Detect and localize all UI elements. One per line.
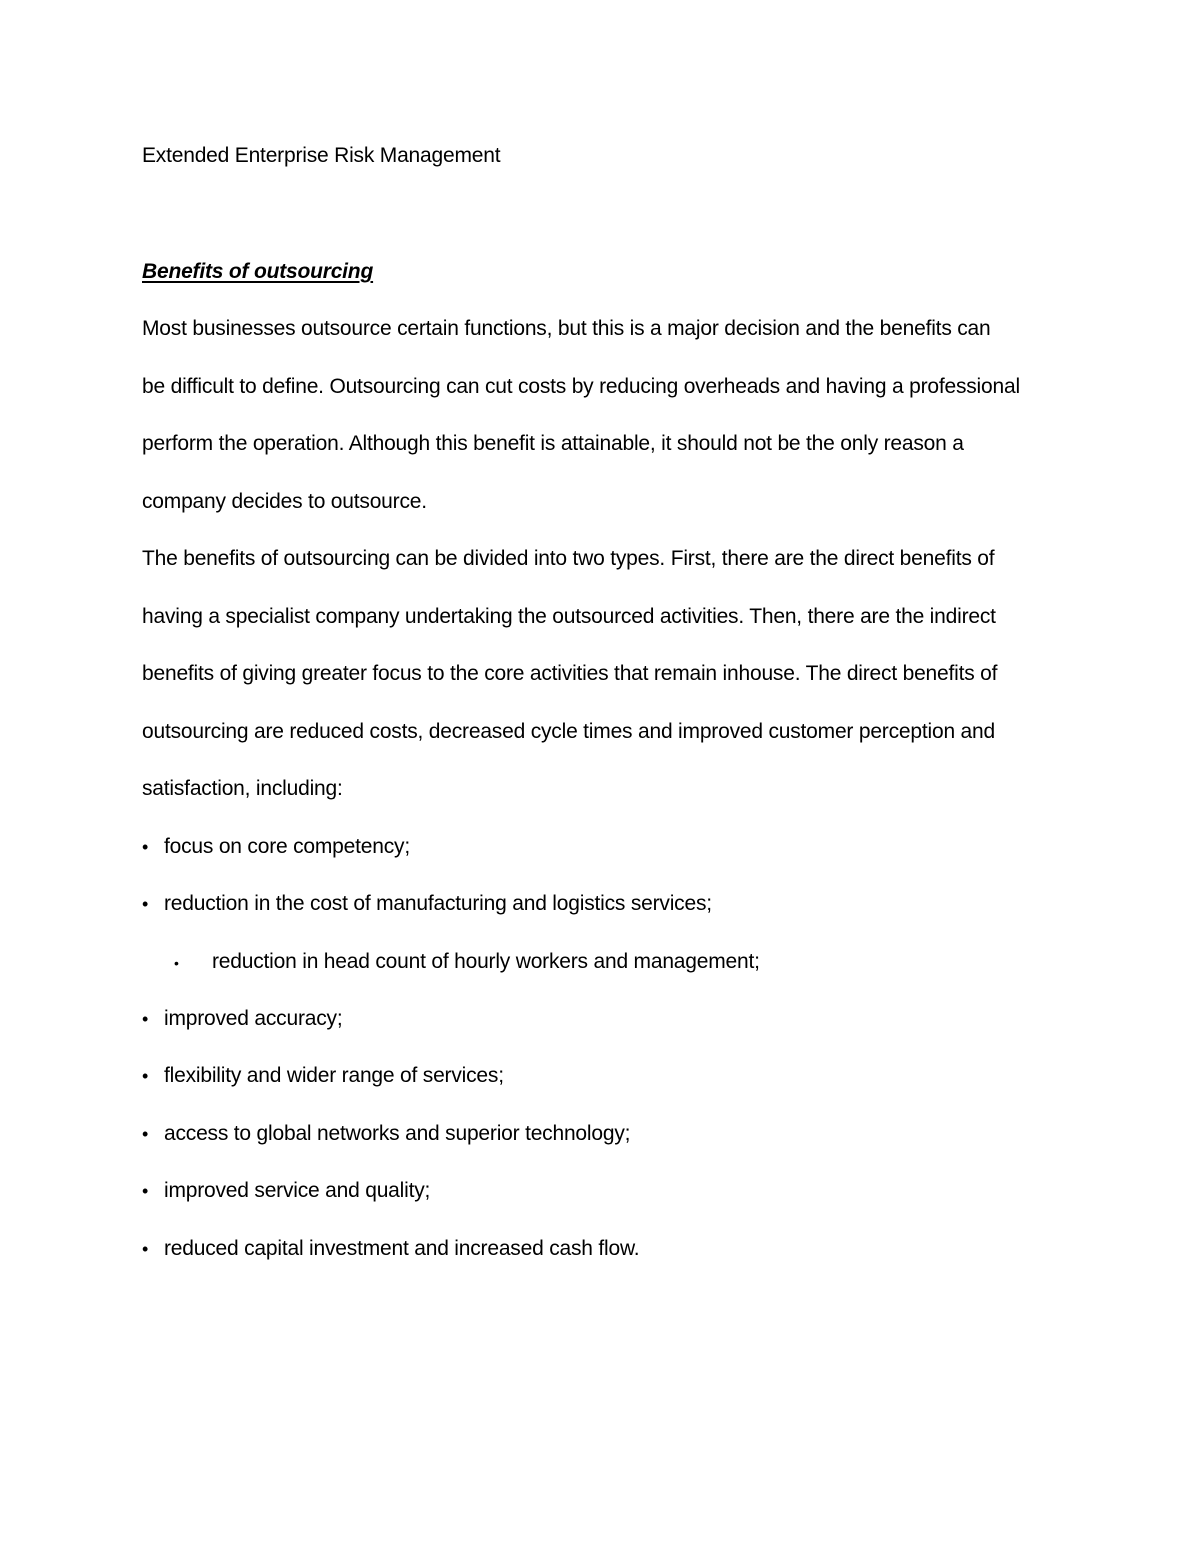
bullet-list-item bbox=[142, 1062, 504, 1090]
bullet-list-item bbox=[142, 1120, 630, 1148]
bullet-icon: • bbox=[142, 1239, 149, 1259]
bullet-icon: • bbox=[142, 1124, 149, 1144]
paragraph-2-line: benefits of giving greater focus to the core activities that remain inhouse. The direct benefits of bbox=[142, 662, 998, 685]
sub-bullet-list-item bbox=[174, 948, 760, 977]
paragraph-2-line: satisfaction, including: bbox=[142, 777, 343, 800]
bullet-icon: • bbox=[142, 1181, 149, 1201]
bullet-list-item bbox=[142, 1177, 430, 1205]
sub-bullet-icon: • bbox=[174, 955, 179, 971]
bullet-icon: • bbox=[142, 837, 149, 857]
paragraph-2-line: The benefits of outsourcing can be divided into two types. First, there are the direct benefits of bbox=[142, 547, 995, 570]
document-title: Extended Enterprise Risk Management bbox=[142, 144, 501, 167]
paragraph-1-line: Most businesses outsource certain functions, but this is a major decision and the benefits can bbox=[142, 317, 991, 340]
bullet-list-item bbox=[142, 1235, 639, 1263]
bullet-text: focus on core competency; bbox=[164, 835, 410, 858]
section-heading: Benefits of outsourcing bbox=[142, 260, 374, 283]
bullet-text: flexibility and wider range of services; bbox=[164, 1064, 504, 1087]
paragraph-1-line: company decides to outsource. bbox=[142, 490, 427, 513]
paragraph-2-line: having a specialist company undertaking the outsourced activities. Then, there are the indirect bbox=[142, 605, 996, 628]
bullet-icon: • bbox=[142, 894, 149, 914]
bullet-icon: • bbox=[142, 1066, 149, 1086]
bullet-text: reduction in head count of hourly workers and management; bbox=[212, 950, 760, 973]
bullet-text: access to global networks and superior technology; bbox=[164, 1122, 631, 1145]
bullet-icon: • bbox=[142, 1009, 149, 1029]
bullet-list-item bbox=[142, 833, 410, 861]
paragraph-1-line: be difficult to define. Outsourcing can cut costs by reducing overheads and having a professional bbox=[142, 375, 1020, 398]
bullet-text: reduction in the cost of manufacturing and logistics services; bbox=[164, 892, 712, 915]
paragraph-2-line: outsourcing are reduced costs, decreased cycle times and improved customer perception and bbox=[142, 720, 995, 743]
paragraph-1-line: perform the operation. Although this benefit is attainable, it should not be the only reason a bbox=[142, 432, 964, 455]
bullet-text: improved accuracy; bbox=[164, 1007, 343, 1030]
bullet-text: reduced capital investment and increased cash flow. bbox=[164, 1237, 640, 1260]
bullet-list-item bbox=[142, 890, 712, 918]
bullet-text: improved service and quality; bbox=[164, 1179, 431, 1202]
bullet-list-item bbox=[142, 1005, 342, 1033]
